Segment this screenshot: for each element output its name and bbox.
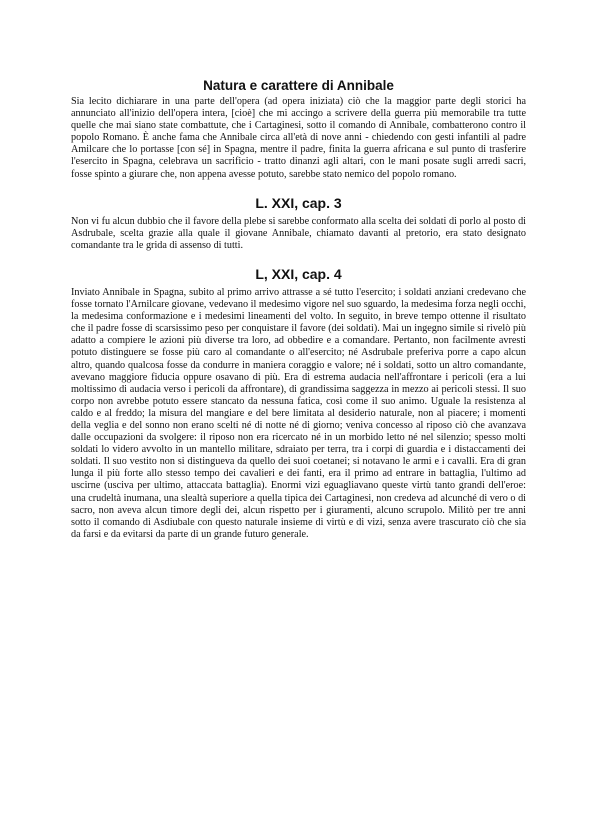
paragraph-cap3: Non vi fu alcun dubbio che il favore della plebe si sarebbe conformato alla scelta dei soldati di porlo al posto di Asdrubale, scelta grazie alla quale il giovane Annibale, chiamato davanti al pretorio, era stato designato comandante tra le grida di assenso di tutti. (71, 215, 526, 251)
paragraph-intro: Sia lecito dichiarare in una parte dell'opera (ad opera iniziata) ciò che la maggior parte degli storici ha annunciato all'inizio dell'opera intera, [cioè] che mi accingo a scrivere della guerra più memorabile tra tutte quelle che mai siano state combattute, che i Cartaginesi, sotto il comando di Annibale, combatterono contro il popolo Romano. È anche fama che Annibale circa all'età di nove anni - chiedendo con gesti infantili al padre Amilcare che lo portasse [con sé] in Spagna, mentre il padre, finita la guerra africana e sul punto di trasferire l'esercito in Spagna, celebrava un sacrificio - tratto dinanzi agli altari, con le mani posate sugli arredi sacri, fosse spinto a giurare che, non appena avesse potuto, sarebbe stato nemico del popolo romano. (71, 96, 526, 180)
document-page (71, 78, 526, 541)
document-title: Natura e carattere di Annibale (203, 78, 394, 93)
paragraph-cap4: Inviato Annibale in Spagna, subito al primo arrivo attrasse a sé tutto l'esercito; i soldati anziani credevano che fosse tornato l'Arnilcare giovane, vedevano il medesimo vigore nel suo sguardo, la medesima forza negli occhi, la medesima conformazione e i medesimi lineamenti del volto. In seguito, in breve tempo ottenne il risultato che il padre fosse di scarsissimo peso per conquistare il favore (dei soldati). Mai un ingegno simile si rivelò più adatto a compiere le azioni più diverse tra loro, ad obbedire e a comandare. Pertanto, non facilmente avresti potuto distinguere se fosse più caro al comandante o all'esercito; né Asdrubale preferiva porre a capo alcun altro, quando qualcosa fosse da condurre in maniera coraggio e valore; né i soldati, sotto un altro comandante, avevano maggiore fiducia oppure osavano di più. Era di estrema audacia nell'affrontare i pericoli (era a lui moltissimo di audacia verso i pericoli da affrontare), di grandissima saggezza in mezzo ai pericoli stessi. Il suo corpo non avrebbe potuto essere stancato da nessuna fatica, così come il suo animo. Uguale la resistenza al caldo e al freddo; la misura del mangiare e del bere limitata al desiderio naturale, non al piacere; i momenti della veglia e del sonno non erano scelti né di notte né di giorno; veniva concesso al riposo ciò che avanzava dalle occupazioni da svolgere: il riposo non era ricercato né in un morbido letto né nel silenzio; spesso molti soldati lo videro avvolto in un mantello militare, sdraiato per terra, tra i corpi di guardia e i distaccamenti dei soldati. Il suo vestito non si distingueva da quello dei suoi coetanei; si notavano le armi e i cavalli. Era di gran lunga il più forte allo stesso tempo dei cavalieri e dei fanti, era il primo ad entrare in battaglia, l'ultimo ad uscirne (usciva per ultimo, attaccata battaglia). Enormi vizi eguagliavano queste virtù tanto grandi dell'eroe: una crudeltà inumana, una slealtà superiore a quella tipica dei Cartaginesi, non credeva ad alcunché di vero o di sacro, non aveva alcun timore degli dei, alcun rispetto per i giuramenti, alcuno scrupolo. Militò per tre anni sotto il comando di Asdiubale con questo naturale insieme di virtù e di vizi, senza avere trascurato ciò che sia da farsi e da evitarsi da parte di un grande futuro generale. (71, 286, 526, 540)
section-heading-cap4: L, XXI, cap. 4 (255, 265, 342, 282)
section-heading-cap3: L. XXI, cap. 3 (255, 194, 342, 211)
